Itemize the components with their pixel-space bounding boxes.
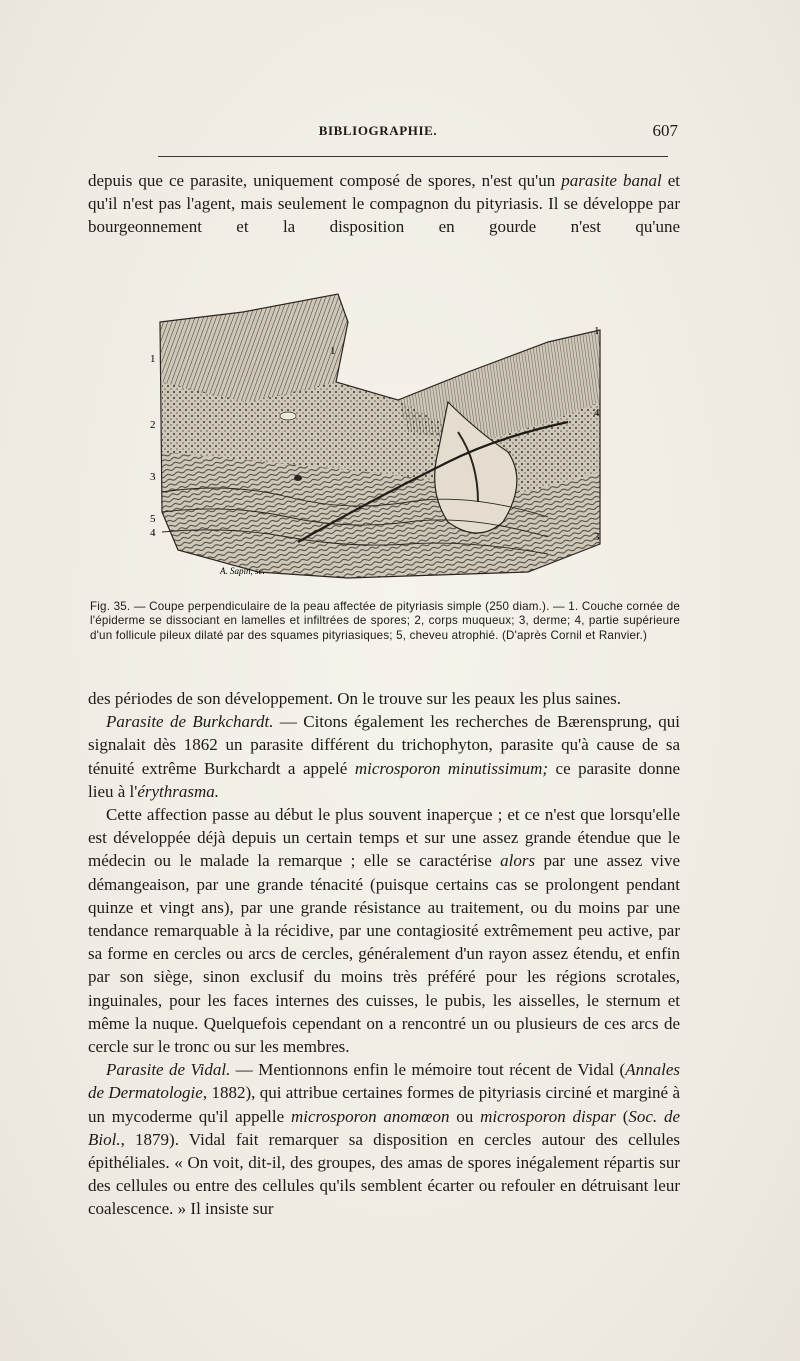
figure-label-1: 1: [150, 353, 156, 365]
page-number: 607: [652, 121, 678, 140]
figure-label-3: 3: [150, 471, 156, 483]
header-rule: [158, 156, 668, 157]
figure-label-3-right: 3: [594, 531, 600, 543]
heading-vidal: Parasite de Vidal.: [106, 1060, 231, 1080]
burkchardt-species: microsporon minutissimum;: [354, 758, 549, 778]
page-header: [76, 121, 680, 141]
figure-skin-section: [148, 282, 608, 582]
figure-label-1-right: 1: [594, 325, 600, 337]
vidal-text-d: (: [615, 1106, 629, 1126]
affection-emphasis: alors: [500, 851, 536, 871]
burkchardt-text-b: ce parasite donne lieu à l': [88, 758, 680, 801]
heading-burkchardt: Parasite de Burkchardt.: [106, 712, 274, 732]
burkchardt-disease: érythrasma.: [137, 781, 220, 801]
figure-label-4: 4: [150, 527, 156, 539]
affection-text-b: par une assez vive démangeaison, par une grande ténacité (puisque certains cas se prolongent pendant quinze et vingt ans), par une grande résistance au traitement, ou du moins par une tendance remarquable à la récidive, par une contagiosité extrêmement peu active, par sa forme en cercles ou arcs de cercles, généralement d'un rayon assez étendu, et enfin par son siège, sinon exclusif du moins très préféré pour les régions scrotales, inguinales, pour les faces internes des cuisses, le pubis, les aisselles, le sternum et même la nuque. Quelquefois cependant on a rencontré un ou plusieurs de ces arcs de cercle sur le tronc ou sur les membres.: [88, 851, 680, 1057]
vidal-species-2: microsporon dispar: [480, 1106, 616, 1126]
running-title: BIBLIOGRAPHIE.: [318, 123, 438, 138]
vidal-society: Soc. de Biol.: [88, 1106, 681, 1149]
affection-text-a: Cette affection passe au début le plus souvent inaperçue ; et ce n'est que lorsqu'elle est développée déjà depuis un certain temps et sur une assez grande étendue que le médecin ou le malade la remarque ; elle se caractérise: [88, 805, 680, 871]
vidal-text-a: — Mentionnons enfin le mémoire tout récent de Vidal (: [230, 1060, 626, 1080]
intro-text-1: depuis que ce parasite, uniquement composé de spores, n'est qu'un: [88, 171, 562, 190]
vidal-text-c: ou: [449, 1106, 481, 1126]
intro-text-2: et qu'il n'est pas l'agent, mais seulement le compagnon du pityriasis. Il se développe par bourgeonnement et la disposition en gourde n'est qu'une: [88, 171, 680, 237]
figure-label-4-right: 4: [594, 407, 600, 419]
vidal-journal: Annales de Dermatologie: [88, 1060, 680, 1103]
body-text: [88, 687, 680, 1221]
vidal-text-b: , 1882), qui attribue certaines formes de pityriasis circiné et marginé à un mycoderme qu'il appelle: [88, 1083, 680, 1126]
figure-label-1-top: 1: [330, 345, 336, 357]
intro-paragraph: [88, 169, 680, 239]
vidal-species-1: microsporon anomœon: [290, 1106, 450, 1126]
paragraph-affection: [88, 803, 680, 1058]
figure-label-2: 2: [150, 419, 156, 431]
engraver-signature: A. Sapin, sc.: [220, 566, 265, 576]
paragraph-vidal: [88, 1058, 680, 1220]
paragraph-continuation: des périodes de son développement. On le trouve sur les peaux les plus saines.: [88, 689, 622, 708]
paragraph-burkchardt: [88, 710, 680, 803]
figure-label-5: 5: [150, 513, 156, 525]
skin-section-engraving: [148, 282, 608, 582]
figure-caption: Fig. 35. — Coupe perpendiculaire de la peau affectée de pityriasis simple (250 diam.). — 1. Couche cornée de l'épiderme se dissociant en lamelles et infiltrées de spores; 2, corps muqueux; 3, derme; 4, partie supérieure d'un follicule pileux dilaté par des squames pityriasiques; 5, cheveu atrophié. (D'après Cornil et Ranvier.): [90, 600, 680, 642]
burkchardt-text-a: — Citons également les recherches de Bærensprung, qui signalait dès 1862 un parasite différent du trichophyton, parasite qu'à cause de sa ténuité extrême Burkchardt a appelé: [88, 712, 680, 778]
vidal-text-e: , 1879). Vidal fait remarquer sa disposition en cercles autour des cellules épithéliales. « On voit, dit-il, des groupes, des amas de spores inégalement répartis sur des cellules ou entre des cellules qu'ils semblent écarter ou refouler en détruisant leur coalescence. » Il insiste sur: [88, 1129, 680, 1219]
intro-emphasis: parasite banal: [561, 171, 662, 190]
